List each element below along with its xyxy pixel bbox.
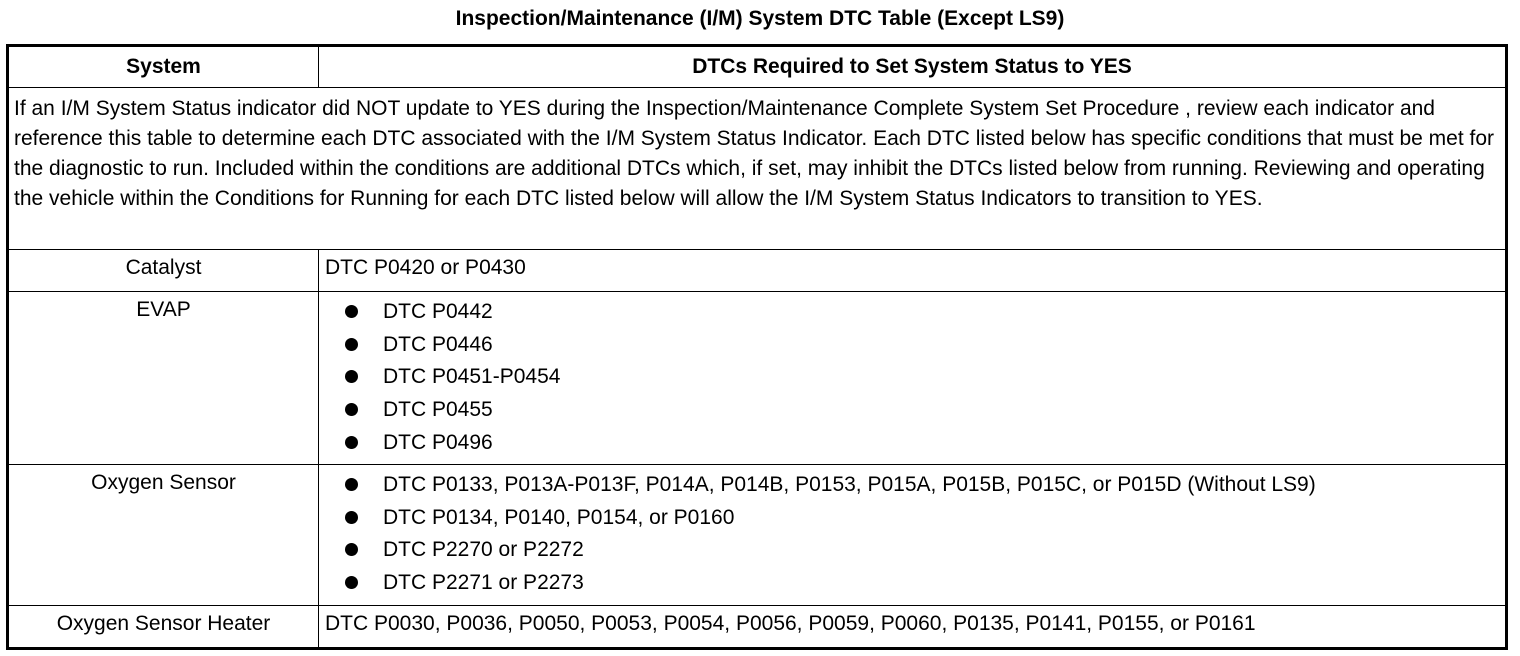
system-cell: Oxygen Sensor bbox=[9, 465, 319, 606]
bullet-icon bbox=[345, 576, 358, 589]
intro-text: If an I/M System Status indicator did NOT update to YES during the Inspection/Maintenance Complete System Set Procedure , review each indicator and reference this table to determine each DTC associated with the I/M System Status Indicator. Each DTC listed below has specific conditions that must be met for the diagnostic to run. Included within the conditions are additional DTCs which, if set, may inhibit the DTCs listed below from running. Reviewing and operating the vehicle within the Conditions for Running for each DTC listed below will allow the I/M System Status Indicators to transition to YES. bbox=[14, 97, 1495, 210]
header-dtcs: DTCs Required to Set System Status to YES bbox=[692, 55, 1132, 78]
bullet-icon bbox=[345, 436, 358, 449]
list-item: DTC P0446 bbox=[345, 329, 1505, 362]
system-cell: EVAP bbox=[9, 292, 319, 465]
dtc-list bbox=[319, 469, 1505, 600]
dtc-cell: DTC P0420 or P0430 bbox=[325, 256, 526, 279]
dtc-table bbox=[6, 44, 1508, 650]
list-item: DTC P0451-P0454 bbox=[345, 361, 1505, 394]
list-item: DTC P0496 bbox=[345, 427, 1505, 460]
bullet-icon bbox=[345, 370, 358, 383]
list-item: DTC P0442 bbox=[345, 296, 1505, 329]
list-item: DTC P2271 or P2273 bbox=[345, 567, 1505, 600]
bullet-icon bbox=[345, 403, 358, 416]
list-item: DTC P2270 or P2272 bbox=[345, 534, 1505, 567]
dtc-list-cell bbox=[319, 292, 1505, 465]
table-row-oxygen-sensor bbox=[9, 464, 1505, 606]
dtc-list-cell bbox=[319, 465, 1505, 606]
bullet-icon bbox=[345, 305, 358, 318]
system-cell: Catalyst bbox=[9, 250, 319, 292]
table-header-row bbox=[9, 47, 1505, 87]
header-system: System bbox=[9, 47, 319, 87]
bullet-icon bbox=[345, 478, 358, 491]
bullet-icon bbox=[345, 338, 358, 351]
list-item: DTC P0134, P0140, P0154, or P0160 bbox=[345, 502, 1505, 535]
bullet-icon bbox=[345, 543, 358, 556]
table-row-oxygen-sensor-heater bbox=[9, 605, 1505, 648]
intro-row bbox=[9, 87, 1505, 250]
dtc-cell: DTC P0030, P0036, P0050, P0053, P0054, P0056, P0059, P0060, P0135, P0141, P0155, or P0161 bbox=[325, 612, 1256, 635]
table-row-evap bbox=[9, 291, 1505, 465]
list-item: DTC P0133, P013A-P013F, P014A, P014B, P0153, P015A, P015B, P015C, or P015D (Without LS9) bbox=[345, 469, 1505, 502]
system-cell: Oxygen Sensor Heater bbox=[9, 606, 319, 648]
list-item: DTC P0455 bbox=[345, 394, 1505, 427]
dtc-list bbox=[319, 296, 1505, 460]
table-row-catalyst bbox=[9, 249, 1505, 292]
bullet-icon bbox=[345, 511, 358, 524]
table-title: Inspection/Maintenance (I/M) System DTC Table (Except LS9) bbox=[455, 7, 1065, 30]
